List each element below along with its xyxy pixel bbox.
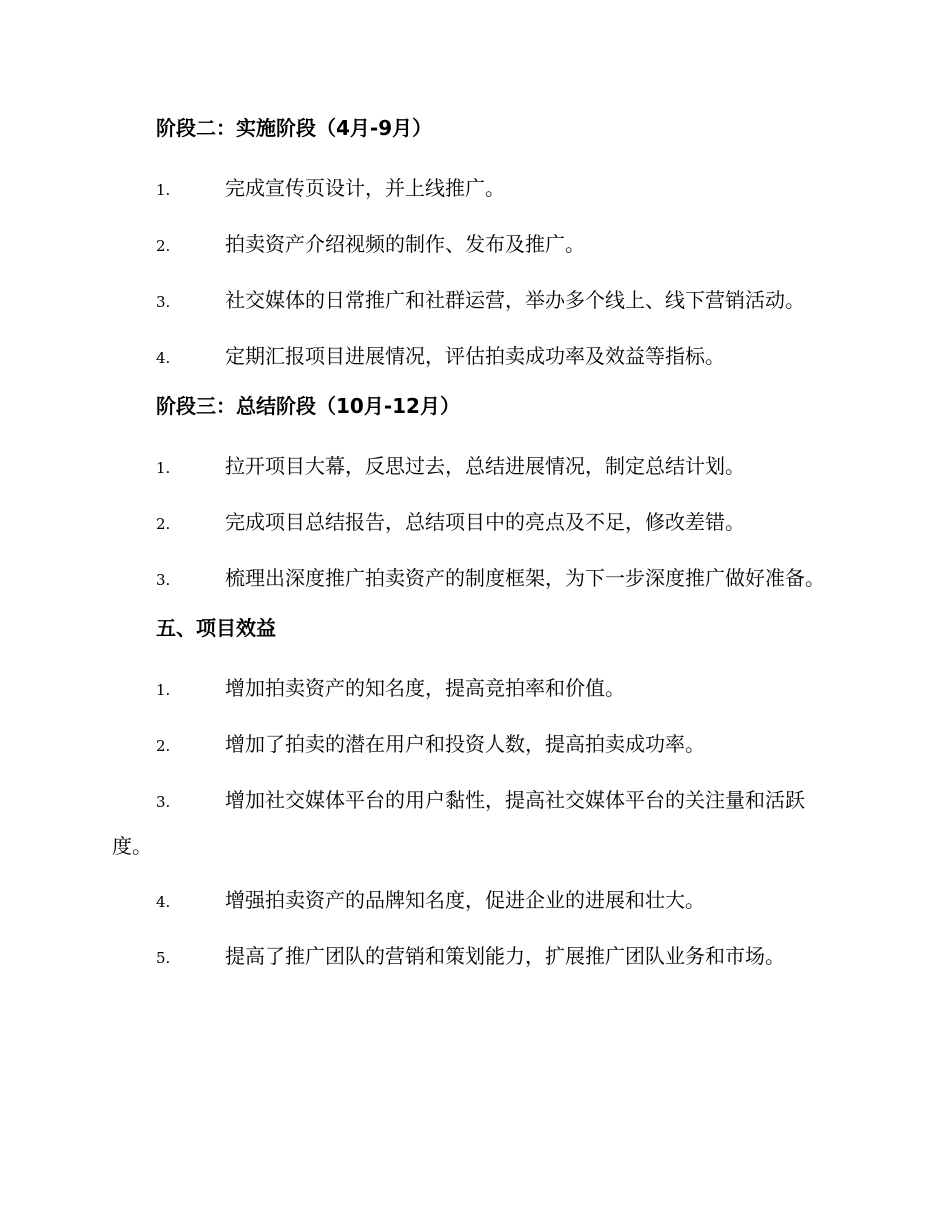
list-item-text: 增加拍卖资产的知名度，提高竞拍率和价值。 (225, 676, 625, 700)
section-heading-project-benefits: 五、项目效益 (156, 616, 276, 640)
list-item (112, 278, 838, 324)
list-item-number: 1. (156, 681, 171, 699)
list-item-number: 3. (156, 293, 171, 311)
list-item-number: 4. (156, 893, 171, 911)
list-item-text: 拉开项目大幕，反思过去，总结进展情况，制定总结计划。 (225, 454, 745, 478)
list-item (112, 556, 838, 602)
list-item (112, 778, 838, 868)
list-item-text: 增加了拍卖的潜在用户和投资人数，提高拍卖成功率。 (225, 732, 705, 756)
list-item-number: 3. (156, 793, 171, 811)
list-item-number: 3. (156, 571, 171, 589)
list-item (112, 934, 838, 980)
section-heading-stage-three: 阶段三：总结阶段（10月-12月） (156, 394, 460, 418)
list-item-text: 社交媒体的日常推广和社群运营，举办多个线上、线下营销活动。 (225, 288, 805, 312)
list-item-number: 2. (156, 515, 171, 533)
list-item-text: 增强拍卖资产的品牌知名度，促进企业的进展和壮大。 (225, 888, 705, 912)
list-item-text: 拍卖资产介绍视频的制作、发布及推广。 (225, 232, 585, 256)
list-item (112, 666, 838, 712)
list-item (112, 166, 838, 212)
list-item (112, 722, 838, 768)
list-item-text: 梳理出深度推广拍卖资产的制度框架，为下一步深度推广做好准备。 (225, 566, 825, 590)
list-item-number: 4. (156, 349, 171, 367)
list-item (112, 444, 838, 490)
list-item-number: 2. (156, 737, 171, 755)
list-item-number: 5. (156, 949, 171, 967)
list-item-number: 1. (156, 181, 171, 199)
list-item (112, 500, 838, 546)
list-item-text: 定期汇报项目进展情况，评估拍卖成功率及效益等指标。 (225, 344, 725, 368)
list-item-text: 增加社交媒体平台的用户黏性，提高社交媒体平台的关注量和活跃度。 (112, 788, 805, 858)
list-item-text: 完成宣传页设计，并上线推广。 (225, 176, 505, 200)
list-item (112, 878, 838, 924)
list-item-number: 2. (156, 237, 171, 255)
list-item-text: 提高了推广团队的营销和策划能力，扩展推广团队业务和市场。 (225, 944, 785, 968)
list-item-number: 1. (156, 459, 171, 477)
list-item (112, 334, 838, 380)
list-item-text: 完成项目总结报告，总结项目中的亮点及不足，修改差错。 (225, 510, 745, 534)
list-item (112, 222, 838, 268)
section-heading-stage-two: 阶段二：实施阶段（4月-9月） (156, 116, 433, 140)
